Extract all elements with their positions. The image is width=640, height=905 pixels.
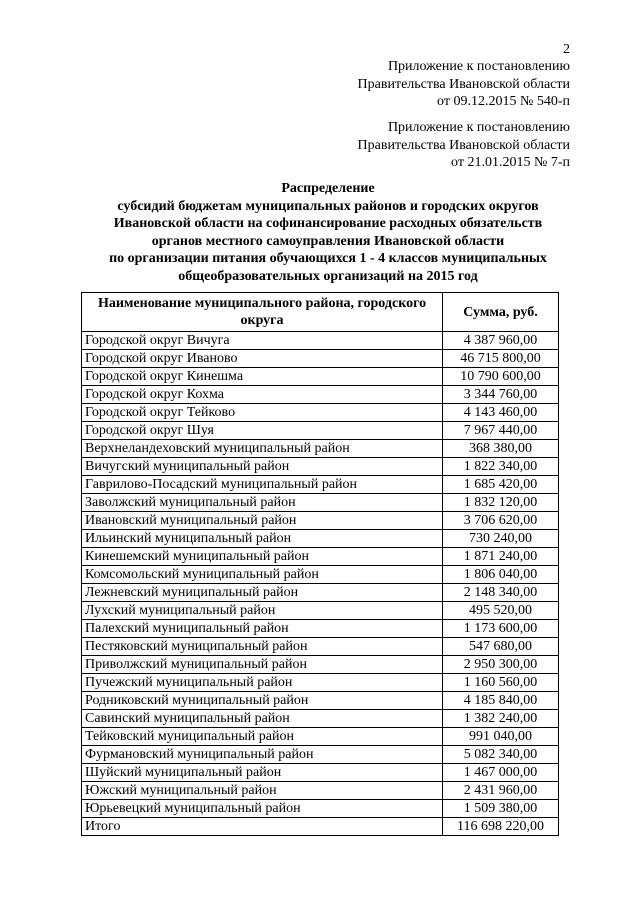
sum-cell: 991 040,00 xyxy=(443,728,559,746)
table-row xyxy=(82,800,559,818)
title-line: Распределение xyxy=(281,181,375,196)
header-sum: Сумма, руб. xyxy=(443,293,559,332)
table-row xyxy=(82,422,559,440)
sum-cell: 1 822 340,00 xyxy=(443,458,559,476)
sum-cell: 4 143 460,00 xyxy=(443,404,559,422)
sum-cell: 116 698 220,00 xyxy=(443,818,559,836)
district-name-cell: Южский муниципальный район xyxy=(82,782,443,800)
district-name-cell: Городской округ Кинешма xyxy=(82,368,443,386)
header-district-name: Наименование муниципального района, городского округа xyxy=(82,293,443,332)
sum-cell: 4 185 840,00 xyxy=(443,692,559,710)
district-name-cell: Лежневский муниципальный район xyxy=(82,584,443,602)
table-row xyxy=(82,674,559,692)
table-row xyxy=(82,566,559,584)
table-row xyxy=(82,764,559,782)
district-name-cell: Итого xyxy=(82,818,443,836)
table-row xyxy=(82,476,559,494)
district-name-cell: Заволжский муниципальный район xyxy=(82,494,443,512)
district-name-cell: Ивановский муниципальный район xyxy=(82,512,443,530)
table-row xyxy=(82,512,559,530)
district-name-cell: Городской округ Иваново xyxy=(82,350,443,368)
appendix-note-original xyxy=(358,119,570,172)
district-name-cell: Приволжский муниципальный район xyxy=(82,656,443,674)
table-row xyxy=(82,602,559,620)
title-line: по организации питания обучающихся 1 - 4 классов муниципальных xyxy=(109,251,547,266)
table-row xyxy=(82,458,559,476)
appendix-line: Приложение к постановлению xyxy=(387,120,570,135)
district-name-cell: Гаврилово-Посадский муниципальный район xyxy=(82,476,443,494)
appendix-line: Правительства Ивановской области xyxy=(357,137,570,153)
page-number: 2 xyxy=(563,42,570,57)
table-row xyxy=(82,440,559,458)
sum-cell: 1 467 000,00 xyxy=(443,764,559,782)
district-name-cell: Кинешемский муниципальный район xyxy=(82,548,443,566)
district-name-cell: Юрьевецкий муниципальный район xyxy=(82,800,443,818)
district-name-cell: Фурмановский муниципальный район xyxy=(82,746,443,764)
appendix-date-line: от 21.01.2015 № 7-п xyxy=(451,155,570,170)
sum-cell: 1 806 040,00 xyxy=(443,566,559,584)
sum-cell: 1 509 380,00 xyxy=(443,800,559,818)
sum-cell: 3 706 620,00 xyxy=(443,512,559,530)
sum-cell: 730 240,00 xyxy=(443,530,559,548)
sum-cell: 2 950 300,00 xyxy=(443,656,559,674)
title-line: органов местного самоуправления Ивановской области xyxy=(151,233,505,249)
table-row xyxy=(82,710,559,728)
table-row xyxy=(82,368,559,386)
district-name-cell: Тейковский муниципальный район xyxy=(82,728,443,746)
table-row xyxy=(82,728,559,746)
title-line: субсидий бюджетам муниципальных районов и городских округов xyxy=(117,198,539,214)
table-row xyxy=(82,746,559,764)
table-row xyxy=(82,494,559,512)
sum-cell: 2 148 340,00 xyxy=(443,584,559,602)
district-name-cell: Родниковский муниципальный район xyxy=(82,692,443,710)
table-row xyxy=(82,332,559,350)
table-row xyxy=(82,548,559,566)
sum-cell: 547 680,00 xyxy=(443,638,559,656)
sum-cell: 1 160 560,00 xyxy=(443,674,559,692)
sum-cell: 1 871 240,00 xyxy=(443,548,559,566)
district-name-cell: Городской округ Вичуга xyxy=(82,332,443,350)
table-row xyxy=(82,386,559,404)
table-row xyxy=(82,692,559,710)
sum-cell: 10 790 600,00 xyxy=(443,368,559,386)
table-row xyxy=(82,638,559,656)
district-name-cell: Палехский муниципальный район xyxy=(82,620,443,638)
table-row xyxy=(82,782,559,800)
appendix-line: Приложение к постановлению xyxy=(387,59,570,74)
sum-cell: 495 520,00 xyxy=(443,602,559,620)
sum-cell: 4 387 960,00 xyxy=(443,332,559,350)
appendix-date-line: от 09.12.2015 № 540-п xyxy=(437,94,570,109)
district-name-cell: Ильинский муниципальный район xyxy=(82,530,443,548)
table-row xyxy=(82,818,559,836)
title-line: общеобразовательных организаций на 2015 год xyxy=(178,268,478,284)
district-name-cell: Верхнеландеховский муниципальный район xyxy=(82,440,443,458)
sum-cell: 5 082 340,00 xyxy=(443,746,559,764)
table-row xyxy=(82,350,559,368)
sum-cell: 1 173 600,00 xyxy=(443,620,559,638)
district-name-cell: Пучежский муниципальный район xyxy=(82,674,443,692)
sum-cell: 2 431 960,00 xyxy=(443,782,559,800)
district-name-cell: Лухский муниципальный район xyxy=(82,602,443,620)
sum-cell: 1 382 240,00 xyxy=(443,710,559,728)
sum-cell: 7 967 440,00 xyxy=(443,422,559,440)
table-header-row xyxy=(82,293,559,332)
district-name-cell: Шуйский муниципальный район xyxy=(82,764,443,782)
district-name-cell: Вичугский муниципальный район xyxy=(82,458,443,476)
table-row xyxy=(82,404,559,422)
sum-cell: 3 344 760,00 xyxy=(443,386,559,404)
district-name-cell: Городской округ Шуя xyxy=(82,422,443,440)
district-name-cell: Комсомольский муниципальный район xyxy=(82,566,443,584)
sum-cell: 1 832 120,00 xyxy=(443,494,559,512)
district-name-cell: Городской округ Кохма xyxy=(82,386,443,404)
appendix-line: Правительства Ивановской области xyxy=(357,76,570,92)
title-line: Ивановской области на софинансирование расходных обязательств xyxy=(113,216,543,231)
document-title xyxy=(80,180,576,285)
subsidy-distribution-table xyxy=(81,292,559,836)
table-row xyxy=(82,584,559,602)
table-row xyxy=(82,620,559,638)
district-name-cell: Пестяковский муниципальный район xyxy=(82,638,443,656)
sum-cell: 46 715 800,00 xyxy=(443,350,559,368)
district-name-cell: Городской округ Тейково xyxy=(82,404,443,422)
sum-cell: 368 380,00 xyxy=(443,440,559,458)
district-name-cell: Савинский муниципальный район xyxy=(82,710,443,728)
table-row xyxy=(82,530,559,548)
sum-cell: 1 685 420,00 xyxy=(443,476,559,494)
table-row xyxy=(82,656,559,674)
appendix-note-current xyxy=(358,58,570,111)
